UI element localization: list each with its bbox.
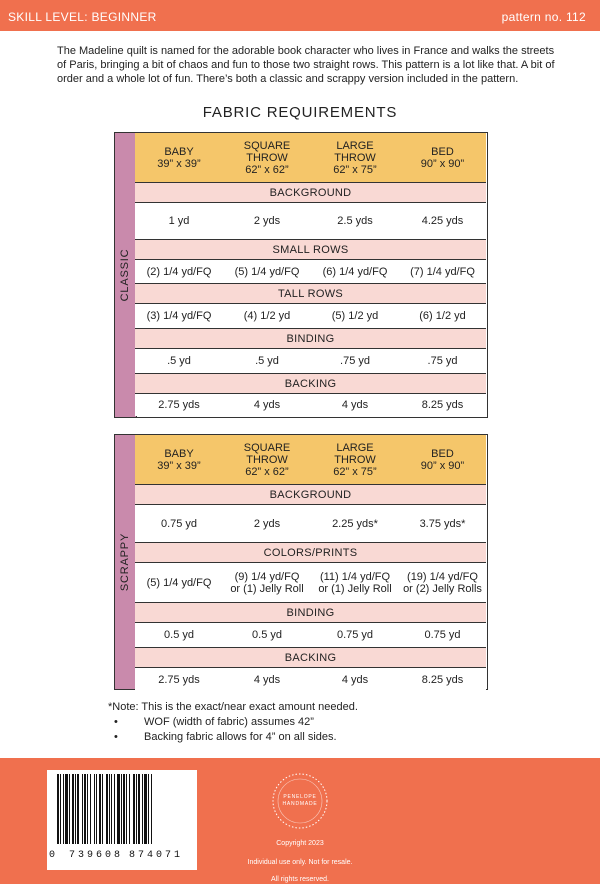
pattern-number: pattern no. 112 bbox=[501, 10, 586, 24]
note-bullet: • Backing fabric allows for 4” on all sides. bbox=[114, 731, 337, 743]
section-header-row bbox=[135, 240, 486, 260]
value-cell: .75 yd bbox=[340, 355, 370, 367]
value-cell: 2 yds bbox=[253, 517, 281, 530]
value-cell: 2 yds bbox=[253, 215, 281, 227]
value-cell: 2.25 yds* bbox=[332, 517, 378, 530]
note-text: *Note: This is the exact/near exact amount needed. bbox=[108, 701, 358, 713]
value-cell: (9) 1/4 yd/FQ or (1) Jelly Roll bbox=[230, 570, 304, 595]
size-header-cell: LARGE THROW 62” x 75” bbox=[333, 441, 377, 478]
value-cell: (19) 1/4 yd/FQ or (2) Jelly Rolls bbox=[403, 570, 482, 595]
section-header-row bbox=[135, 485, 486, 505]
section-header-label: SMALL ROWS bbox=[272, 243, 349, 256]
value-row bbox=[135, 563, 486, 603]
intro-paragraph: The Madeline quilt is named for the adorable book character who lives in France and walks the streets of Paris, bringing a bit of chaos and fun to those two straight rows. This pattern is a lot like that. A bit of order and a whole lot of fun. There’s both a classic and scrappy version included in the pattern. bbox=[57, 45, 555, 85]
classic-table bbox=[114, 132, 488, 418]
size-header-cell: BED 90” x 90” bbox=[420, 447, 465, 472]
value-cell: 0.75 yd bbox=[160, 517, 198, 530]
value-cell: (5) 1/4 yd/FQ bbox=[146, 576, 212, 589]
size-header-cell: SQUARE THROW 62” x 62” bbox=[243, 139, 291, 176]
value-cell: (7) 1/4 yd/FQ bbox=[410, 265, 475, 278]
classic-label: CLASSIC bbox=[119, 248, 131, 301]
section-header-row bbox=[135, 603, 486, 623]
section-header-row bbox=[135, 374, 486, 394]
value-cell: 2.75 yds bbox=[158, 673, 200, 686]
value-row bbox=[135, 668, 486, 691]
value-cell: 0.75 yd bbox=[424, 629, 461, 641]
value-row bbox=[135, 203, 486, 240]
value-cell: (5) 1/4 yd/FQ bbox=[234, 265, 300, 278]
section-header-row bbox=[135, 183, 486, 203]
value-cell: 0.5 yd bbox=[252, 629, 282, 641]
value-cell: (3) 1/4 yd/FQ bbox=[146, 310, 212, 322]
value-cell: 4.25 yds bbox=[421, 215, 464, 227]
value-cell: 4 yds bbox=[253, 673, 281, 686]
section-title: FABRIC REQUIREMENTS bbox=[202, 104, 398, 121]
top-banner bbox=[0, 0, 600, 31]
value-row bbox=[135, 394, 486, 416]
size-header-cell: BABY 39” x 39” bbox=[157, 447, 201, 472]
value-cell: 1 yd bbox=[168, 215, 190, 227]
section-header-label: BACKGROUND bbox=[269, 186, 352, 199]
rights-note: All rights reserved. bbox=[271, 876, 329, 883]
value-cell: (5) 1/2 yd bbox=[331, 310, 379, 322]
section-header-label: BACKING bbox=[284, 651, 337, 664]
value-cell: 8.25 yds bbox=[421, 399, 464, 411]
value-cell: 8.25 yds bbox=[421, 673, 464, 686]
value-cell: .5 yd bbox=[167, 355, 191, 367]
barcode: 0 739608 874071 bbox=[47, 770, 197, 870]
value-row bbox=[135, 304, 486, 329]
section-header-label: BINDING bbox=[286, 332, 335, 345]
value-row bbox=[135, 505, 486, 543]
size-header-cell: LARGE THROW 62” x 75” bbox=[333, 139, 377, 176]
seal-text: PENELOPE HANDMADE bbox=[282, 794, 318, 807]
value-cell: (6) 1/2 yd bbox=[419, 310, 466, 322]
section-header-label: BACKGROUND bbox=[269, 488, 352, 501]
size-header-cell: BABY 39” x 39” bbox=[157, 145, 201, 170]
copyright: Copyright 2023 bbox=[276, 840, 324, 847]
size-header-row bbox=[135, 133, 486, 183]
value-cell: 2.5 yds bbox=[337, 215, 373, 227]
section-header-row bbox=[135, 284, 486, 304]
value-cell: 0.75 yd bbox=[336, 629, 374, 641]
notes bbox=[108, 700, 358, 745]
section-header-label: COLORS/PRINTS bbox=[263, 546, 358, 559]
size-header-cell: BED 90” x 90” bbox=[420, 145, 465, 170]
scrappy-side-tab bbox=[114, 434, 137, 690]
section-header-row bbox=[135, 648, 486, 668]
value-cell: .75 yd bbox=[427, 355, 458, 367]
value-cell: 4 yds bbox=[341, 399, 369, 411]
section-header-label: TALL ROWS bbox=[277, 287, 344, 300]
value-cell: .5 yd bbox=[255, 355, 279, 367]
size-header-row bbox=[135, 435, 486, 485]
value-cell: 0.5 yd bbox=[164, 629, 194, 641]
usage-note: Individual use only. Not for resale. bbox=[247, 859, 353, 866]
value-cell: 3.75 yds* bbox=[419, 517, 466, 530]
value-cell: 2.75 yds bbox=[158, 399, 200, 411]
value-row bbox=[135, 260, 486, 284]
value-row bbox=[135, 623, 486, 648]
scrappy-label: SCRAPPY bbox=[119, 532, 131, 591]
barcode-bars bbox=[55, 774, 189, 848]
value-cell: (4) 1/2 yd bbox=[243, 310, 291, 322]
note-bullet: • WOF (width of fabric) assumes 42” bbox=[114, 716, 314, 728]
value-cell: (2) 1/4 yd/FQ bbox=[146, 265, 212, 278]
section-header-label: BINDING bbox=[286, 606, 335, 619]
section-header-label: BACKING bbox=[284, 377, 337, 390]
size-header-cell: SQUARE THROW 62” x 62” bbox=[243, 441, 291, 478]
value-cell: 4 yds bbox=[253, 399, 281, 411]
section-header-row bbox=[135, 543, 486, 563]
value-cell: (6) 1/4 yd/FQ bbox=[322, 265, 388, 278]
section-header-row bbox=[135, 329, 486, 349]
skill-level: SKILL LEVEL: BEGINNER bbox=[8, 10, 157, 24]
value-cell: (11) 1/4 yd/FQ or (1) Jelly Roll bbox=[318, 570, 392, 595]
value-row bbox=[135, 349, 486, 374]
brand-seal bbox=[271, 772, 329, 830]
scrappy-table bbox=[114, 434, 488, 690]
value-cell: 4 yds bbox=[341, 673, 369, 686]
classic-side-tab bbox=[114, 132, 137, 418]
